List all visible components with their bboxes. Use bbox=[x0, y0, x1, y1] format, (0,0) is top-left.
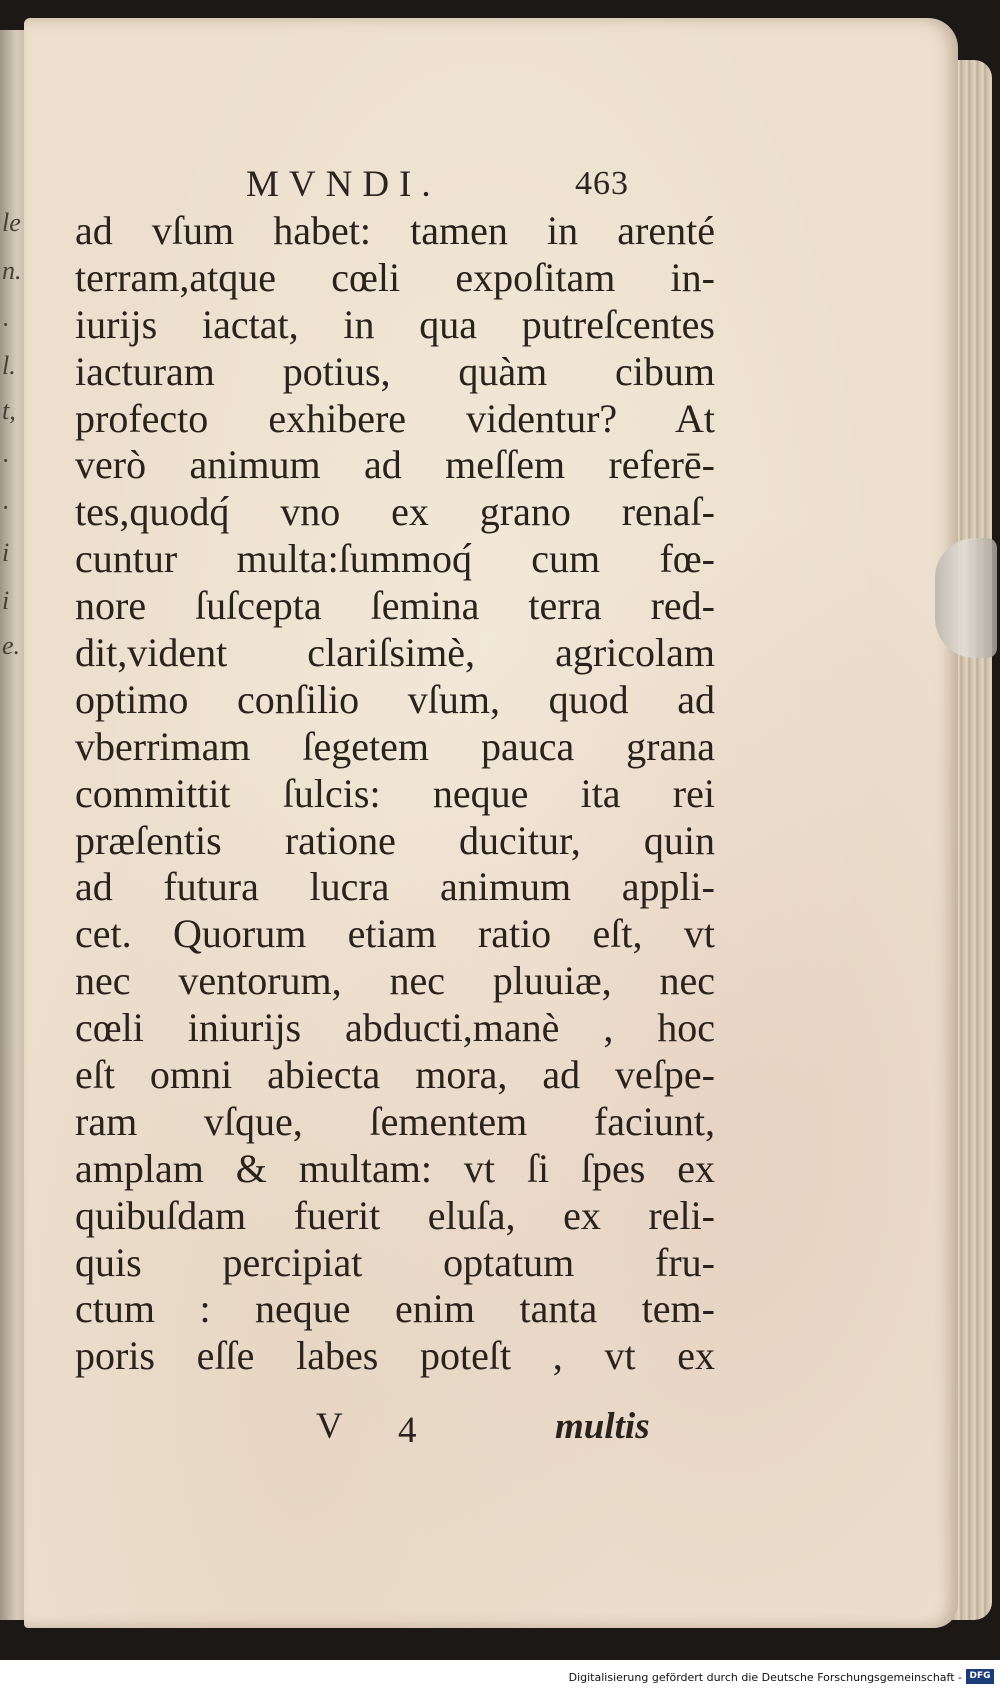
text-line: optimo conſilio vſum, quod ad bbox=[75, 676, 715, 722]
running-head bbox=[238, 163, 698, 213]
main-text-block bbox=[75, 208, 715, 1380]
text-line: ctum : neque enim tanta tem- bbox=[75, 1286, 715, 1332]
text-line: cuntur multa:ſummoq́ cum fœ- bbox=[75, 536, 715, 582]
digitization-footer bbox=[0, 1660, 1000, 1705]
signature-number: 4 bbox=[398, 1410, 417, 1451]
margin-fragment: · bbox=[2, 493, 9, 522]
text-line: vberrimam ſegetem pauca grana bbox=[75, 723, 715, 769]
text-line: ad vſum habet: tamen in arenté bbox=[75, 208, 715, 253]
text-line: profecto exhibere videntur? At bbox=[75, 395, 715, 441]
text-line: iurijs iactat, in qua putreſcentes bbox=[75, 301, 715, 347]
text-line: cet. Quorum etiam ratio eſt, vt bbox=[75, 911, 715, 957]
text-line: nore ſuſcepta ſemina terra red- bbox=[75, 583, 715, 629]
catchline bbox=[316, 1405, 686, 1455]
running-head-title: MVNDI. bbox=[246, 164, 441, 205]
page-number: 463 bbox=[575, 165, 629, 202]
text-line: iacturam potius, quàm cibum bbox=[75, 348, 715, 394]
margin-fragment: i bbox=[2, 538, 10, 567]
margin-fragment: e. bbox=[2, 631, 21, 660]
margin-fragment: l. bbox=[2, 351, 16, 380]
text-line: committit ſulcis: neque ita rei bbox=[75, 770, 715, 816]
margin-fragment: · bbox=[2, 446, 9, 475]
catchword: multis bbox=[555, 1406, 650, 1447]
margin-fragment: i bbox=[2, 586, 10, 615]
text-line: verò animum ad meſſem referē- bbox=[75, 442, 715, 488]
margin-fragment: · bbox=[2, 310, 9, 339]
text-line: ram vſque, ſementem faciunt, bbox=[75, 1098, 715, 1144]
margin-fragment: t, bbox=[2, 396, 16, 425]
text-line: quis percipiat optatum fru- bbox=[75, 1239, 715, 1285]
text-line: cœli iniurijs abducti,manè , hoc bbox=[75, 1005, 715, 1051]
text-line: ad futura lucra animum appli- bbox=[75, 864, 715, 910]
margin-fragment: le bbox=[2, 208, 21, 237]
dfg-logo: DFG bbox=[966, 1669, 994, 1684]
text-line: tes,quodq́ vno ex grano renaſ- bbox=[75, 489, 715, 535]
text-line: præſentis ratione ducitur, quin bbox=[75, 817, 715, 863]
text-line: dit,vident clariſsimè, agricolam bbox=[75, 630, 715, 676]
text-line: poris eſſe labes poteſt , vt ex bbox=[75, 1333, 715, 1379]
clasp-clip bbox=[935, 538, 997, 658]
funding-credit: Digitalisierung gefördert durch die Deutsche Forschungsgemeinschaft - bbox=[568, 1671, 962, 1684]
text-line: nec ventorum, nec pluuiæ, nec bbox=[75, 958, 715, 1004]
text-line: quibuſdam fuerit eluſa, ex reli- bbox=[75, 1192, 715, 1238]
text-line: amplam & multam: vt ſi ſpes ex bbox=[75, 1145, 715, 1191]
margin-fragment: n. bbox=[2, 256, 22, 285]
text-line: eſt omni abiecta mora, ad veſpe- bbox=[75, 1052, 715, 1098]
facing-page-edge bbox=[0, 30, 26, 1620]
signature-mark: V bbox=[316, 1406, 343, 1447]
text-line: terram,atque cœli expoſitam in- bbox=[75, 254, 715, 300]
